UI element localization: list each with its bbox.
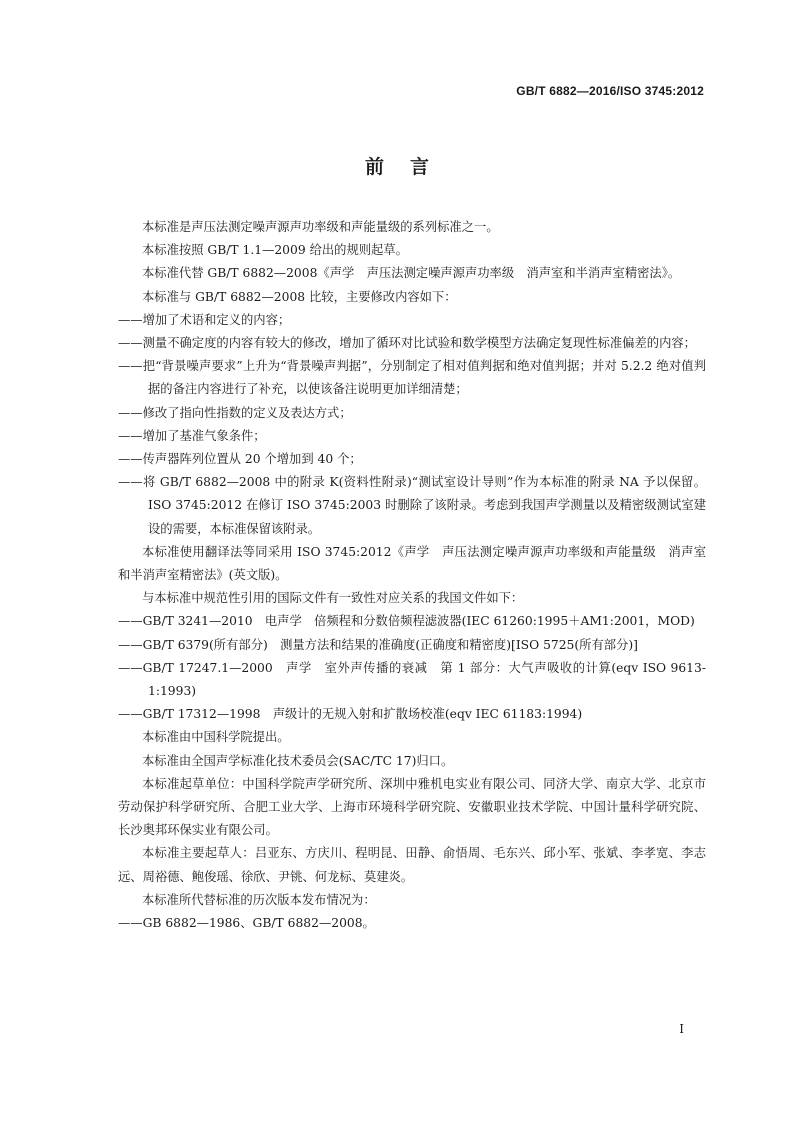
paragraph: 本标准所代替标准的历次版本发布情况为： [142, 892, 376, 907]
paragraph: 本标准主要起草人：吕亚东、方庆川、程明昆、田静、俞悟周、毛东兴、邱小军、张斌、李孝宽、李志远、周裕德、鲍俊瑶、徐欣、尹铫、何龙标、莫建炎。 [118, 846, 706, 884]
paragraph: 本标准是声压法测定噪声源声功率级和声能量级的系列标准之一。 [142, 220, 499, 234]
list-item: ——GB/T 17312—1998 声级计的无规入射和扩散场校准(eqv IEC 61183:1994) [118, 707, 583, 722]
list-item: ——把“背景噪声要求”上升为“背景噪声判据”，分别制定了相对值判据和绝对值判据；并对 5.2.2 绝对值判据的备注内容进行了补充，以使该备注说明更加详细清楚； [118, 359, 706, 397]
paragraph: 本标准与 GB/T 6882—2008 比较，主要修改内容如下： [142, 289, 457, 304]
paragraph: 本标准由中国科学院提出。 [142, 730, 290, 745]
page-number: I [679, 1022, 684, 1036]
paragraph: 本标准由全国声学标准化技术委员会(SAC/TC 17)归口。 [142, 753, 454, 768]
list-item: ——将 GB/T 6882—2008 中的附录 K(资料性附录)“测试室设计导则”作为本标准的附录 NA 予以保留。ISO 3745:2012 在修订 ISO 3745:2003 时删除了该附录。考虑到我国声学测量以及精密级测试室建设的需要，本标准保留该附录。 [118, 475, 706, 536]
list-item: ——GB/T 17247.1—2000 声学 室外声传播的衰减 第 1 部分：大气声吸收的计算(eqv ISO 9613-1:1993) [118, 660, 706, 699]
list-item: ——修改了指向性指数的定义及表达方式； [118, 405, 352, 420]
list-item: ——GB/T 3241—2010 电声学 倍频程和分数倍频程滤波器(IEC 61260:1995＋AM1:2001，MOD) [118, 614, 695, 629]
paragraph: 与本标准中规范性引用的国际文件有一致性对应关系的我国文件如下： [142, 591, 524, 606]
list-item: ——GB/T 6379(所有部分) 测量方法和结果的准确度(正确度和精密度)[ISO 5725(所有部分)] [118, 637, 638, 652]
list-item: ——增加了基准气象条件； [118, 428, 266, 443]
list-item: ——传声器阵列位置从 20 个增加到 40 个； [118, 452, 362, 467]
paragraph: 本标准起草单位：中国科学院声学研究所、深圳中雅机电实业有限公司、同济大学、南京大学、北京市劳动保护科学研究所、合肥工业大学、上海市环境科学研究院、安徽职业技术学院、中国计量科学研究院、长沙奥邦环保实业有限公司。 [118, 776, 706, 838]
page-title: 前言 [364, 156, 455, 178]
paragraph: 本标准按照 GB/T 1.1—2009 给出的规则起草。 [142, 243, 408, 258]
list-item: ——测量不确定度的内容有较大的修改，增加了循环对比试验和数学模型方法确定复现性标准偏差的内容； [118, 336, 696, 351]
list-item: ——增加了术语和定义的内容； [118, 312, 291, 327]
paragraph: 本标准代替 GB/T 6882—2008《声学 声压法测定噪声源声功率级 消声室和半消声室精密法》。 [142, 266, 681, 281]
list-item: ——GB 6882—1986、GB/T 6882—2008。 [118, 916, 375, 931]
document-body [118, 216, 706, 935]
paragraph: 本标准使用翻译法等同采用 ISO 3745:2012《声学 声压法测定噪声源声功率级和声能量级 消声室和半消声室精密法》(英文版)。 [118, 544, 706, 583]
standard-code: GB/T 6882—2016/ISO 3745:2012 [516, 84, 704, 98]
